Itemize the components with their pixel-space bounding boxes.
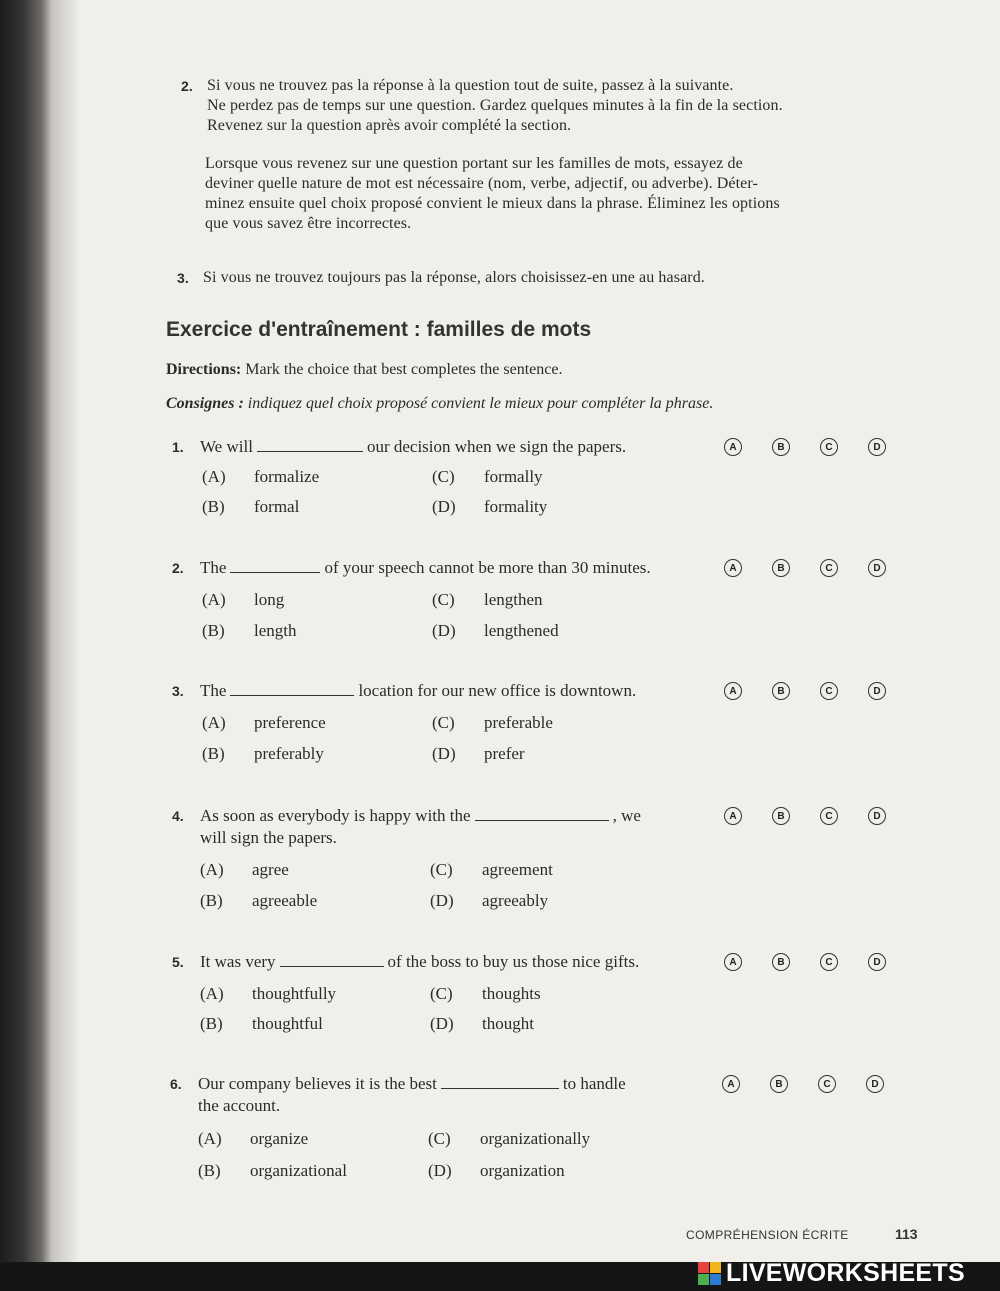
option-letter: (C)	[432, 590, 455, 609]
question-text-line2: the account.	[198, 1096, 281, 1115]
option-word: agreeable	[252, 891, 318, 910]
bubble-b[interactable]: B	[770, 1075, 788, 1093]
bubble-c[interactable]: C	[820, 682, 838, 700]
option-word: formality	[484, 497, 548, 516]
question-text-after: of your speech cannot be more than 30 minutes.	[324, 558, 651, 577]
tip-number: 2.	[181, 78, 193, 94]
bubble-d[interactable]: D	[866, 1075, 884, 1093]
question-number: 6.	[170, 1076, 182, 1092]
bubble-d[interactable]: D	[868, 953, 886, 971]
tip-paragraph-line: Lorsque vous revenez sur une question portant sur les familles de mots, essayez de	[205, 155, 743, 172]
tip-3	[177, 268, 705, 288]
question-text-line2: will sign the papers.	[200, 828, 337, 847]
question-text	[200, 436, 626, 458]
bubble-c[interactable]: C	[820, 807, 838, 825]
directions-label: Directions:	[166, 361, 242, 378]
tip-2-paragraph	[205, 154, 780, 234]
logo-square	[710, 1262, 721, 1273]
consignes-text: indiquez quel choix proposé convient le mieux pour compléter la phrase.	[243, 395, 714, 412]
answer-bubbles	[724, 559, 904, 579]
bubble-a[interactable]: A	[724, 438, 742, 456]
option-word: formally	[484, 467, 543, 486]
option-word: preferable	[484, 713, 553, 732]
answer-blank	[230, 681, 354, 696]
answer-bubbles	[724, 682, 904, 702]
bubble-b[interactable]: B	[772, 682, 790, 700]
answer-bubbles	[724, 807, 904, 827]
bubble-c[interactable]: C	[820, 438, 838, 456]
question-text-before: We will	[200, 437, 253, 456]
question-text-before: The	[200, 681, 227, 700]
option-word: lengthened	[484, 621, 559, 640]
question-text-after: to handle	[562, 1074, 626, 1093]
question-text-before: Our company believes it is the best	[198, 1074, 437, 1093]
option-letter: (B)	[200, 1014, 223, 1033]
tip-paragraph-line: que vous savez être incorrectes.	[205, 215, 412, 232]
option-letter: (C)	[432, 467, 455, 486]
option-word: agreement	[482, 860, 553, 879]
option-letter: (C)	[428, 1129, 451, 1148]
option-letter: (D)	[432, 621, 456, 640]
option-letter: (B)	[198, 1161, 221, 1180]
question-number: 2.	[172, 560, 184, 576]
option-word: formal	[254, 497, 300, 516]
question-6	[170, 1073, 910, 1193]
option-word: organize	[250, 1129, 309, 1148]
option-letter: (D)	[432, 497, 456, 516]
option-letter: (C)	[432, 713, 455, 732]
consignes	[166, 395, 713, 413]
option-letter: (A)	[200, 860, 224, 879]
question-text-after: , we	[612, 806, 641, 825]
consignes-label: Consignes :	[166, 395, 244, 412]
answer-blank	[230, 558, 320, 573]
question-text-before: The	[200, 558, 227, 577]
option-letter: (B)	[202, 744, 225, 763]
question-2	[172, 557, 902, 647]
question-5	[172, 951, 902, 1041]
bubble-a[interactable]: A	[724, 807, 742, 825]
liveworksheets-logo-icon	[698, 1262, 722, 1286]
answer-blank	[441, 1074, 559, 1089]
answer-bubbles	[722, 1075, 902, 1095]
page-number: 113	[895, 1226, 918, 1242]
option-letter: (D)	[430, 891, 454, 910]
option-letter: (B)	[202, 621, 225, 640]
question-1	[172, 436, 902, 526]
bubble-d[interactable]: D	[868, 438, 886, 456]
tip-line: Revenez sur la question après avoir complété la section.	[207, 117, 572, 134]
question-text-after: location for our new office is downtown.	[358, 681, 637, 700]
question-text	[200, 805, 641, 827]
option-word: formalize	[254, 467, 320, 486]
question-text	[200, 951, 639, 973]
tip-paragraph-line: deviner quelle nature de mot est nécessaire (nom, verbe, adjectif, ou adverbe). Déter-	[205, 175, 758, 192]
question-number: 3.	[172, 683, 184, 699]
option-letter: (C)	[430, 860, 453, 879]
option-letter: (A)	[198, 1129, 222, 1148]
option-letter: (A)	[200, 984, 224, 1003]
tip-line: Si vous ne trouvez pas la réponse à la question tout de suite, passez à la suivante.	[207, 77, 734, 94]
option-word: organizational	[250, 1161, 347, 1180]
question-text-after: our decision when we sign the papers.	[366, 437, 627, 456]
question-text	[198, 1073, 626, 1095]
answer-blank	[280, 952, 384, 967]
bubble-d[interactable]: D	[868, 807, 886, 825]
option-word: length	[254, 621, 297, 640]
option-word: prefer	[484, 744, 525, 763]
question-number: 1.	[172, 439, 184, 455]
bubble-c[interactable]: C	[820, 953, 838, 971]
exercise-title: Exercice d'entraînement : familles de mots	[166, 318, 592, 341]
question-text	[200, 557, 651, 579]
option-word: lengthen	[484, 590, 543, 609]
bubble-b[interactable]: B	[772, 953, 790, 971]
option-word: thoughtful	[252, 1014, 323, 1033]
question-3	[172, 680, 902, 770]
option-letter: (A)	[202, 713, 226, 732]
option-word: preferably	[254, 744, 324, 763]
tip-line: Si vous ne trouvez toujours pas la réponse, alors choisissez-en une au hasard.	[203, 269, 705, 286]
directions-text: Mark the choice that best completes the sentence.	[241, 361, 563, 378]
tip-line: Ne perdez pas de temps sur une question. Gardez quelques minutes à la fin de la section.	[207, 97, 783, 114]
bubble-d[interactable]: D	[868, 559, 886, 577]
bubble-a[interactable]: A	[724, 682, 742, 700]
answer-bubbles	[724, 438, 904, 458]
option-letter: (C)	[430, 984, 453, 1003]
option-word: organization	[480, 1161, 565, 1180]
option-letter: (D)	[430, 1014, 454, 1033]
question-text	[200, 680, 636, 702]
answer-blank	[257, 437, 363, 452]
logo-square	[698, 1274, 709, 1285]
option-letter: (A)	[202, 467, 226, 486]
option-word: agree	[252, 860, 289, 879]
option-letter: (B)	[202, 497, 225, 516]
answer-blank	[475, 806, 609, 821]
option-word: organizationally	[480, 1129, 591, 1148]
bubble-a[interactable]: A	[724, 559, 742, 577]
option-letter: (D)	[428, 1161, 452, 1180]
tip-2	[181, 76, 783, 136]
question-text-after: of the boss to buy us those nice gifts.	[387, 952, 640, 971]
question-number: 4.	[172, 808, 184, 824]
bubble-d[interactable]: D	[868, 682, 886, 700]
bubble-b[interactable]: B	[772, 438, 790, 456]
bubble-a[interactable]: A	[724, 953, 742, 971]
question-4	[172, 805, 902, 915]
bubble-a[interactable]: A	[722, 1075, 740, 1093]
option-word: thoughts	[482, 984, 541, 1003]
bubble-b[interactable]: B	[772, 807, 790, 825]
option-word: preference	[254, 713, 326, 732]
bubble-b[interactable]: B	[772, 559, 790, 577]
option-word: thoughtfully	[252, 984, 337, 1003]
section-label: COMPRÉHENSION ÉCRITE	[686, 1228, 849, 1242]
option-letter: (D)	[432, 744, 456, 763]
tip-paragraph-line: minez ensuite quel choix proposé convient le mieux dans la phrase. Éliminez les options	[205, 195, 780, 212]
directions	[166, 361, 562, 379]
question-number: 5.	[172, 954, 184, 970]
question-text-before: It was very	[200, 952, 276, 971]
tip-number: 3.	[177, 270, 189, 286]
question-text-before: As soon as everybody is happy with the	[200, 806, 471, 825]
option-word: thought	[482, 1014, 534, 1033]
bubble-c[interactable]: C	[818, 1075, 836, 1093]
option-word: agreeably	[482, 891, 549, 910]
option-letter: (A)	[202, 590, 226, 609]
bubble-c[interactable]: C	[820, 559, 838, 577]
option-letter: (B)	[200, 891, 223, 910]
logo-square	[710, 1274, 721, 1285]
answer-bubbles	[724, 953, 904, 973]
brand-text: LIVEWORKSHEETS	[726, 1259, 965, 1287]
option-word: long	[254, 590, 285, 609]
logo-square	[698, 1262, 709, 1273]
